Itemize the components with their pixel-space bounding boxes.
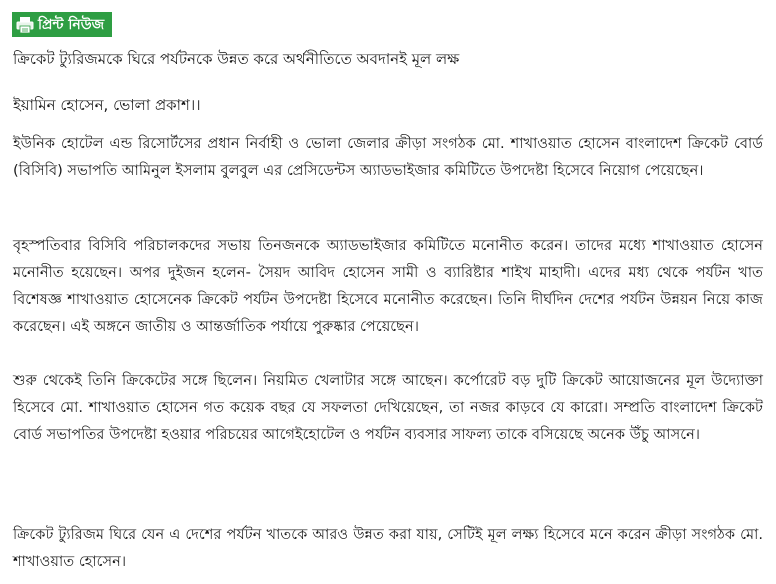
printer-icon xyxy=(16,16,34,34)
print-news-label: প্রিন্ট নিউজ xyxy=(38,16,105,33)
print-news-button[interactable] xyxy=(12,12,112,37)
article-byline: ইয়ামিন হোসেন, ভোলা প্রকাশ।। xyxy=(13,96,201,114)
article-paragraph-2: বৃহস্পতিবার বিসিবি পরিচালকদের সভায় তিনজনকে অ্যাডভাইজার কমিটিতে মনোনীত করেন। তাদের মধ্যে শাখাওয়াত হোসেন মনোনীত হয়েছেন। অপর দুইজন হলেন- সৈয়দ আবিদ হোসেন সামী ও ব্যারিষ্টার শাইখ মাহাদী। এদের মধ্য থেকে পর্যটন খাত বিশেষজ্ঞ শাখাওয়াত হোসেনেক ক্রিকেট পর্যটন উপদেষ্টা হিসেবে মনোনীত করেছেন। তিনি দীর্ঘদিন দেশের পর্যটন উন্নয়ন নিয়ে কাজ করেছেন। এই অঙ্গনে জাতীয় ও আন্তর্জাতিক পর্যায়ে পুরুষ্কার পেয়েছেন। xyxy=(13,237,763,335)
article-paragraph-4: ক্রিকেট ট্যুরিজম ঘিরে যেন এ দেশের পর্যটন খাতকে আরও উন্নত করা যায়, সেটিই মূল লক্ষ্য হিসেবে মনে করেন ক্রীড়া সংগঠক মো. শাখাওয়াত হোসেন। xyxy=(13,526,763,570)
article-paragraph-1: ইউনিক হোটেল এন্ড রিসোর্টসের প্রধান নির্বাহী ও ভোলা জেলার ক্রীড়া সংগঠক মো. শাখাওয়াত হোসেন বাংলাদেশ ক্রিকেট বোর্ড (বিসিবি) সভাপতি আমিনুল ইসলাম বুলবুল এর প্রেসিডেন্টস অ্যাডভাইজার কমিটিতে উপদেষ্টা হিসেবে নিয়োগ পেয়েছেন। xyxy=(13,135,763,179)
article-paragraph-3: শুরু থেকেই তিনি ক্রিকেটের সঙ্গে ছিলেন। নিয়মিত খেলাটার সঙ্গে আছেন। কর্পোরেট বড় দুটি ক্রিকেট আয়োজনের মূল উদ্যোক্তা হিসেবে মো. শাখাওয়াত হোসেন গত কয়েক বছর যে সফলতা দেখিয়েছেন, তা নজর কাড়বে যে কারো। সম্প্রতি বাংলাদেশ ক্রিকেট বোর্ড সভাপতির উপদেষ্টা হওয়ার পরিচয়ের আগেইহোটেল ও পর্যটন ব্যবসার সাফল্য তাকে বসিয়েছে অনেক উঁচু আসনে। xyxy=(13,372,763,443)
article-headline: ক্রিকেট ট্যুরিজমকে ঘিরে পর্যটনকে উন্নত করে অর্থনীতিতে অবদানই মূল লক্ষ xyxy=(13,50,460,68)
